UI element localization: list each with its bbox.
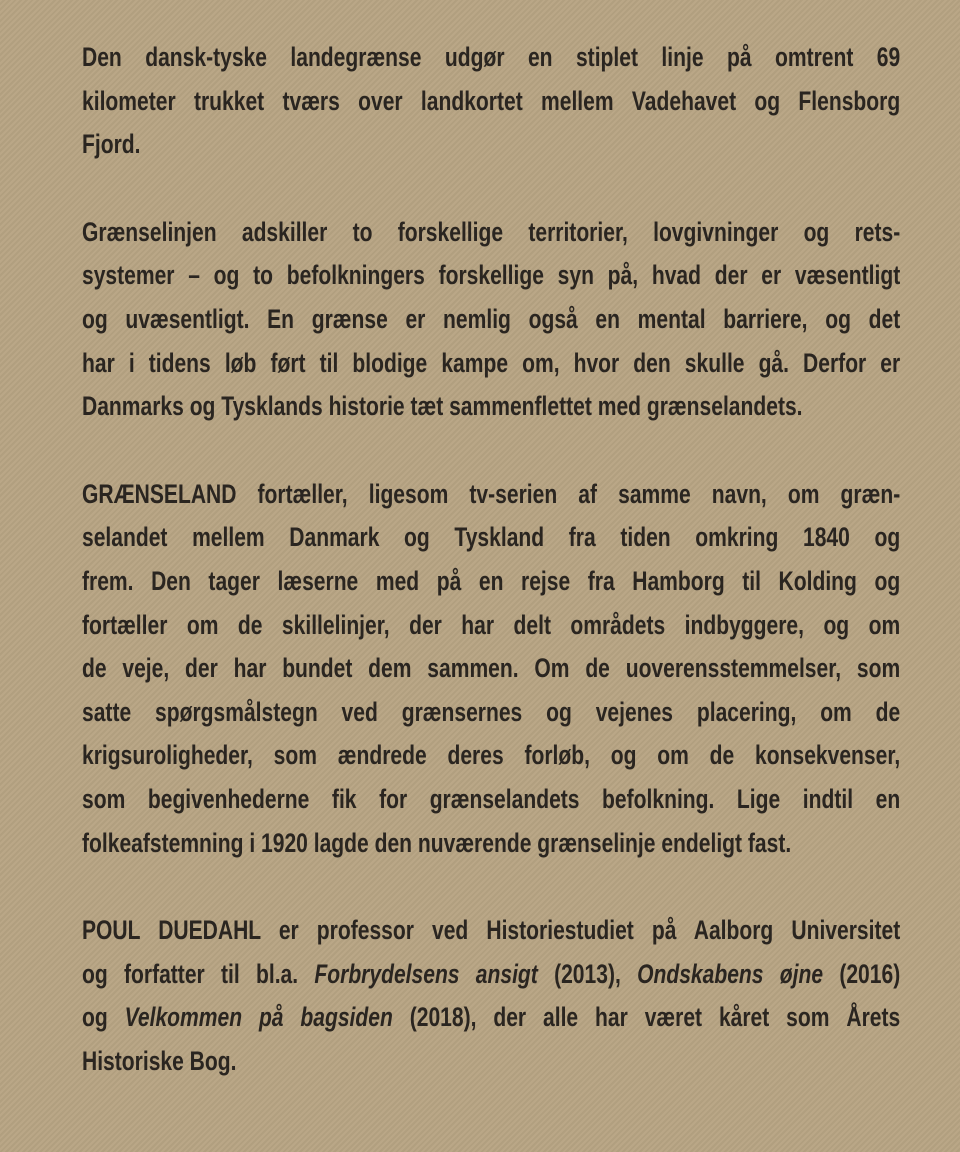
text-line <box>82 298 900 342</box>
book-title: Ondskabens øjne <box>637 958 824 989</box>
text-segment: satte spørgsmålstegn ved grænsernes og vejenes placering, om de <box>82 696 901 727</box>
paragraph <box>82 473 900 865</box>
text-line <box>82 996 900 1040</box>
text-line <box>82 822 900 866</box>
text-line <box>82 953 900 997</box>
text-line <box>82 473 900 517</box>
paragraph <box>82 36 900 167</box>
text-line <box>82 342 900 386</box>
text-line <box>82 516 900 560</box>
text-segment: (2018), der alle har været kåret som Årets <box>392 1002 901 1033</box>
text-line <box>82 80 900 124</box>
text-segment: og forfatter til bl.a. <box>82 958 315 989</box>
book-title: Velkommen på bagsiden <box>124 1002 393 1033</box>
text-segment: krigsuroligheder, som ændrede deres forløb, og om de konsekvenser, <box>82 740 901 771</box>
text-line <box>82 778 900 822</box>
text-line <box>82 211 900 255</box>
text-segment: GRÆNSELAND fortæller, ligesom tv-serien af samme navn, om græn- <box>82 478 901 509</box>
text-line <box>82 123 900 167</box>
text-segment: (2013), <box>537 958 638 989</box>
text-segment: (2016) <box>823 958 901 989</box>
book-title: Forbrydelsens ansigt <box>314 958 538 989</box>
text-line <box>82 734 900 778</box>
text-segment: systemer – og to befolkningers forskellige syn på, hvad der er væsentligt <box>82 260 901 291</box>
text-segment: folkeafstemning i 1920 lagde den nuværende grænselinje endeligt fast. <box>82 827 792 858</box>
text-segment: de veje, der har bundet dem sammen. Om de uoverensstemmelser, som <box>82 653 901 684</box>
text-segment: og <box>82 1002 125 1033</box>
text-segment: Fjord. <box>82 129 141 160</box>
text-segment: Danmarks og Tysklands historie tæt sammenflettet med grænselandets. <box>82 391 803 422</box>
text-segment: fortæller om de skillelinjer, der har delt områdets indbyggere, og om <box>82 609 901 640</box>
text-line <box>82 1040 900 1084</box>
text-line <box>82 385 900 429</box>
text-segment: Den dansk-tyske landegrænse udgør en stiplet linje på omtrent 69 <box>82 42 901 72</box>
text-line <box>82 909 900 953</box>
text-segment: som begivenhederne fik for grænselandets befolkning. Lige indtil en <box>82 783 901 814</box>
back-cover-text <box>82 36 900 1127</box>
text-line <box>82 36 900 80</box>
text-segment: frem. Den tager læserne med på en rejse fra Hamborg til Kolding og <box>82 565 901 596</box>
text-segment: og uvæsentligt. En grænse er nemlig også en mental barriere, og det <box>82 303 901 334</box>
paragraph <box>82 909 900 1083</box>
text-line <box>82 647 900 691</box>
text-line <box>82 254 900 298</box>
text-line <box>82 560 900 604</box>
text-segment: Grænselinjen adskiller to forskellige territorier, lovgivninger og rets- <box>82 216 901 247</box>
paragraph <box>82 211 900 429</box>
text-segment: POUL DUEDAHL er professor ved Historiestudiet på Aalborg Universitet <box>82 915 901 946</box>
text-segment: Historiske Bog. <box>82 1045 237 1076</box>
text-line <box>82 604 900 648</box>
text-segment: har i tidens løb ført til blodige kampe om, hvor den skulle gå. Derfor er <box>82 347 901 378</box>
text-segment: kilometer trukket tværs over landkortet mellem Vadehavet og Flensborg <box>82 85 901 116</box>
text-line <box>82 691 900 735</box>
text-segment: selandet mellem Danmark og Tyskland fra tiden omkring 1840 og <box>82 522 901 553</box>
